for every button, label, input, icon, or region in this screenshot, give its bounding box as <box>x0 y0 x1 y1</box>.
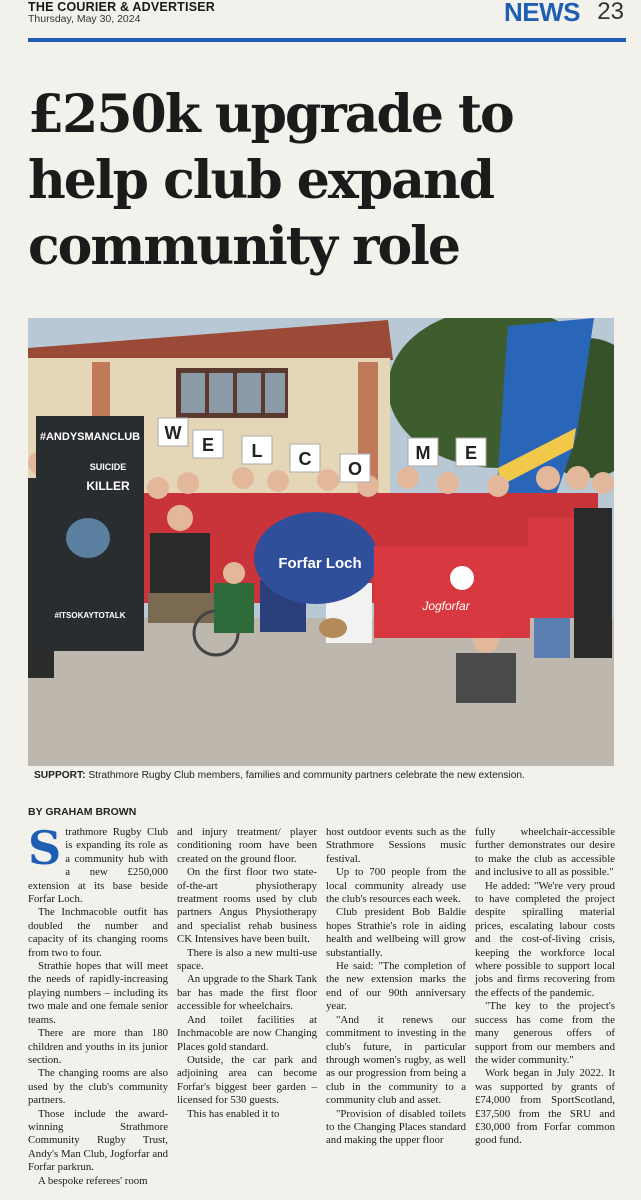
article-paragraph: On the first floor two state-of-the-art physiotherapy treatment rooms used by club partners Angus Physiotherapy and specialist rehab business CK Intensives have been built. <box>177 866 317 946</box>
banner-jogforfar: Jogforfar <box>422 599 470 613</box>
jogforfar-banner <box>374 546 530 638</box>
article-paragraph: An upgrade to the Shark Tank bar has made the first floor accessible for wheelchairs. <box>177 973 317 1013</box>
headline: £250k upgrade to help club expand community role <box>28 84 513 277</box>
masthead-rule <box>28 38 626 42</box>
paper-name: THE COURIER & ADVERTISER <box>28 0 215 14</box>
welcome-letter: O <box>347 459 363 479</box>
article-paragraph: Up to 700 people from the local community already use the club's resources each week. <box>326 866 466 906</box>
article-paragraph: A bespoke referees' room <box>38 1174 148 1187</box>
page-number: 23 <box>597 0 624 25</box>
article-paragraph: host outdoor events such as the Strathmore Sessions music festival. <box>326 826 466 865</box>
article-column-4 <box>475 826 615 1148</box>
caption-label: SUPPORT: <box>34 770 86 781</box>
masthead <box>28 0 626 40</box>
banner-forfar-loch: Forfar Loch <box>278 555 362 572</box>
byline: BY GRAHAM BROWN <box>28 806 137 818</box>
banner-killer: KILLER <box>86 479 130 493</box>
article-paragraph: There is also a new multi-use space. <box>177 946 317 973</box>
article-paragraph: Work began in July 2022. It was supported by grants of £74,000 from SportScotland, £37,500 from the SRU and £30,000 from Forfar common good fund. <box>475 1067 615 1147</box>
article-paragraph: Those include the award-winning Strathmore Community Rugby Trust, Andy's Man Club, Jogforfar and Forfar parkrun. <box>28 1107 168 1174</box>
caption-text: Strathmore Rugby Club members, families and community partners celebrate the new extension. <box>88 770 525 781</box>
photo-illustration <box>28 318 614 766</box>
section-label: NEWS <box>504 0 580 27</box>
article-paragraph: Strathie hopes that will meet the needs of rapidly-increasing playing numbers – including its two male and one female senior teams. <box>28 960 168 1026</box>
article-paragraph: and injury treatment/ player conditioning room have been created on the ground floor. <box>177 826 317 865</box>
article-column-2 <box>177 826 317 1121</box>
article-paragraph: fully wheelchair-accessible further demonstrates our desire to make the club as accessible and inclusive to all as possible." <box>475 826 615 879</box>
article-paragraph: The Inchmacoble outfit has doubled the number and capacity of its changing rooms from two to four. <box>28 906 168 959</box>
welcome-letter: E <box>464 443 478 463</box>
welcome-letter: M <box>415 443 431 463</box>
article-paragraph: This has enabled it to <box>187 1107 280 1120</box>
article-paragraph: And toilet facilities at Inchmacoble are now Changing Places gold standard. <box>177 1013 317 1053</box>
publication-date: Thursday, May 30, 2024 <box>28 13 141 25</box>
article-paragraph: He said: "The completion of the new extension marks the end of our 90th anniversary year. <box>326 960 466 1013</box>
andys-man-club-banner <box>36 416 144 651</box>
article-paragraph: "The key to the project's success has come from the many generous offers of support from our members and the wider community." <box>475 1000 615 1066</box>
drop-cap: S <box>28 821 62 875</box>
group-photo <box>28 318 614 766</box>
article-paragraph: The changing rooms are also used by the club's community partners. <box>28 1067 168 1107</box>
article-paragraph: There are more than 180 children and youths in its junior section. <box>28 1027 168 1066</box>
article-column-3 <box>326 826 466 1148</box>
banner-suicide: SUICIDE <box>89 462 127 472</box>
welcome-letter: L <box>251 441 263 461</box>
welcome-letter: C <box>298 449 312 469</box>
photo-caption <box>34 770 624 781</box>
article-paragraph: Club president Bob Baldie hopes Strathie's role in aiding health and wellbeing will grow substantially. <box>326 906 466 959</box>
banner-hashtag: #ANDYSMANCLUB <box>39 431 141 443</box>
paragraph-text: trathmore Rugby Club is expanding its role as a community hub with a new £250,000 extension at its base beside Forfar Loch. <box>28 826 168 906</box>
forfar-loch-banner <box>254 512 378 604</box>
welcome-letter: W <box>164 423 182 443</box>
article-paragraph <box>28 821 168 906</box>
article-paragraph: "And it renews our commitment to investing in the club's future, in particular through women's rugby, as well as our progression from being a club in the community to a community club and asset. <box>326 1013 466 1107</box>
banner-talk: #ITSOKAYTOTALK <box>54 611 126 620</box>
article-paragraph: "Provision of disabled toilets to the Changing Places standard and making the upper floor <box>326 1107 466 1147</box>
article-column-1 <box>28 821 168 1188</box>
article-paragraph: He added: "We're very proud to have completed the project despite spiralling material prices, escalating labour costs and the cost-of-living crisis, keeping the workforce local where possible to support local jobs and firms recovering from the effects of the pandemic. <box>475 879 615 999</box>
article-paragraph: Outside, the car park and adjoining area can become Forfar's biggest beer garden – licensed for 530 guests. <box>177 1053 317 1107</box>
welcome-letter: E <box>201 435 215 455</box>
